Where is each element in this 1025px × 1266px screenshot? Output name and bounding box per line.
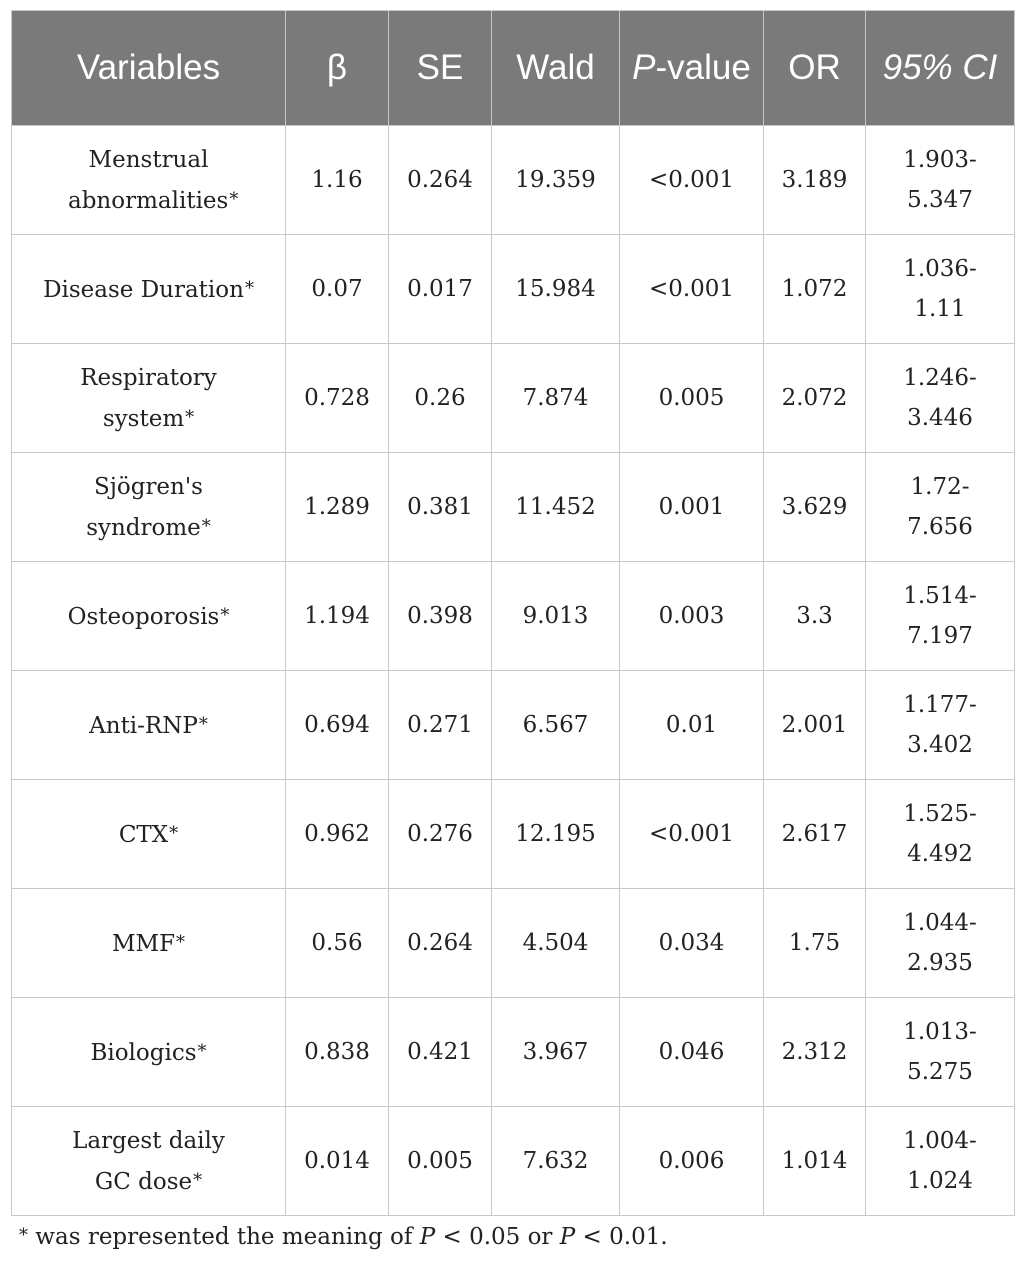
variable-name: Sjögren's syndrome	[86, 473, 203, 541]
cell-or: 3.189	[764, 126, 866, 235]
header-or: OR	[764, 11, 866, 126]
cell-ci	[866, 126, 1015, 235]
ci-upper: 5.347	[907, 187, 973, 213]
significance-star: *	[229, 188, 239, 210]
cell-se: 0.264	[389, 126, 492, 235]
table-footnote	[18, 1224, 1008, 1250]
cell-ci	[866, 235, 1015, 344]
variable-name: Disease Duration	[43, 276, 244, 303]
cell-variable	[12, 344, 286, 453]
variable-name: MMF	[111, 930, 176, 957]
cell-p: 0.006	[620, 1107, 764, 1216]
ci-lower: 1.514-	[903, 583, 977, 609]
cell-wald: 19.359	[492, 126, 620, 235]
cell-beta: 0.838	[286, 998, 389, 1107]
ci-lower: 1.177-	[903, 692, 977, 718]
header-wald: Wald	[492, 11, 620, 126]
ci-lower: 1.013-	[903, 1019, 977, 1045]
cell-beta: 0.014	[286, 1107, 389, 1216]
variable-name: Anti-RNP	[89, 712, 198, 739]
ci-lower: 1.036-	[903, 256, 977, 282]
significance-star: *	[220, 604, 230, 626]
cell-or: 1.072	[764, 235, 866, 344]
cell-wald: 7.632	[492, 1107, 620, 1216]
cell-wald: 12.195	[492, 780, 620, 889]
footnote-star: *	[19, 1225, 28, 1246]
cell-p: <0.001	[620, 126, 764, 235]
ci-lower: 1.903-	[903, 147, 977, 173]
cell-beta: 1.16	[286, 126, 389, 235]
table-header	[12, 11, 1015, 126]
cell-wald: 4.504	[492, 889, 620, 998]
cell-p: 0.034	[620, 889, 764, 998]
cell-p: <0.001	[620, 780, 764, 889]
variable-name: Biologics	[90, 1039, 197, 1066]
cell-se: 0.398	[389, 562, 492, 671]
cell-se: 0.271	[389, 671, 492, 780]
table-body	[12, 126, 1015, 1216]
variable-name: Osteoporosis	[67, 603, 220, 630]
header-se: SE	[389, 11, 492, 126]
table-row	[12, 671, 1015, 780]
table-row	[12, 344, 1015, 453]
significance-star: *	[244, 277, 254, 299]
header-p-rest: -value	[655, 48, 751, 87]
results-table-container	[11, 10, 1014, 1216]
ci-upper: 5.275	[907, 1059, 973, 1085]
cell-p: 0.001	[620, 453, 764, 562]
significance-star: *	[197, 1040, 207, 1062]
header-p-letter: P	[632, 48, 656, 87]
cell-ci	[866, 344, 1015, 453]
cell-variable	[12, 780, 286, 889]
ci-upper: 3.446	[907, 405, 973, 431]
cell-variable	[12, 1107, 286, 1216]
logistic-regression-table	[11, 10, 1015, 1216]
cell-p: 0.01	[620, 671, 764, 780]
table-row	[12, 126, 1015, 235]
ci-upper: 1.024	[907, 1168, 973, 1194]
cell-p: 0.005	[620, 344, 764, 453]
significance-star: *	[193, 1169, 203, 1191]
cell-variable	[12, 562, 286, 671]
cell-ci	[866, 889, 1015, 998]
significance-star: *	[185, 406, 195, 428]
variable-name: Largest daily GC dose	[72, 1127, 225, 1195]
cell-beta: 1.194	[286, 562, 389, 671]
ci-lower: 1.044-	[903, 910, 977, 936]
cell-wald: 15.984	[492, 235, 620, 344]
footnote-p1: P	[419, 1224, 436, 1250]
significance-star: *	[169, 822, 179, 844]
ci-upper: 7.656	[907, 514, 973, 540]
header-ci: 95% CI	[866, 11, 1015, 126]
ci-lower: 1.004-	[903, 1128, 977, 1154]
variable-name: Respiratory system	[80, 364, 217, 432]
table-row	[12, 889, 1015, 998]
table-row	[12, 780, 1015, 889]
ci-lower: 1.246-	[903, 365, 977, 391]
cell-variable	[12, 453, 286, 562]
cell-or: 2.001	[764, 671, 866, 780]
cell-or: 1.014	[764, 1107, 866, 1216]
significance-star: *	[201, 515, 211, 537]
footnote-text-b: < 0.05 or	[435, 1224, 560, 1250]
cell-or: 2.072	[764, 344, 866, 453]
cell-wald: 11.452	[492, 453, 620, 562]
ci-upper: 2.935	[907, 950, 973, 976]
cell-beta: 0.962	[286, 780, 389, 889]
cell-or: 3.3	[764, 562, 866, 671]
cell-se: 0.276	[389, 780, 492, 889]
cell-ci	[866, 562, 1015, 671]
cell-p: 0.046	[620, 998, 764, 1107]
cell-variable	[12, 671, 286, 780]
variable-name: CTX	[118, 821, 169, 848]
variable-name: Menstrual abnormalities	[68, 146, 229, 214]
ci-lower: 1.72-	[910, 474, 970, 500]
cell-beta: 0.728	[286, 344, 389, 453]
cell-or: 1.75	[764, 889, 866, 998]
table-row	[12, 562, 1015, 671]
cell-variable	[12, 998, 286, 1107]
cell-beta: 0.56	[286, 889, 389, 998]
cell-wald: 3.967	[492, 998, 620, 1107]
cell-se: 0.421	[389, 998, 492, 1107]
cell-se: 0.264	[389, 889, 492, 998]
ci-lower: 1.525-	[903, 801, 977, 827]
table-row	[12, 235, 1015, 344]
cell-se: 0.005	[389, 1107, 492, 1216]
ci-upper: 3.402	[907, 732, 973, 758]
cell-variable	[12, 126, 286, 235]
cell-wald: 7.874	[492, 344, 620, 453]
significance-star: *	[176, 931, 186, 953]
footnote-p2: P	[559, 1224, 576, 1250]
header-p-value	[620, 11, 764, 126]
ci-upper: 7.197	[907, 623, 973, 649]
cell-ci	[866, 780, 1015, 889]
header-variables: Variables	[12, 11, 286, 126]
cell-se: 0.017	[389, 235, 492, 344]
header-beta: β	[286, 11, 389, 126]
table-row	[12, 1107, 1015, 1216]
cell-ci	[866, 998, 1015, 1107]
footnote-text-c: < 0.01.	[575, 1224, 668, 1250]
ci-upper: 4.492	[907, 841, 973, 867]
cell-variable	[12, 235, 286, 344]
cell-or: 2.617	[764, 780, 866, 889]
cell-wald: 6.567	[492, 671, 620, 780]
significance-star: *	[198, 713, 208, 735]
footnote-text-a: was represented the meaning of	[28, 1224, 420, 1250]
cell-ci	[866, 1107, 1015, 1216]
cell-ci	[866, 671, 1015, 780]
cell-beta: 0.694	[286, 671, 389, 780]
cell-p: 0.003	[620, 562, 764, 671]
cell-se: 0.381	[389, 453, 492, 562]
header-row	[12, 11, 1015, 126]
cell-ci	[866, 453, 1015, 562]
cell-or: 2.312	[764, 998, 866, 1107]
cell-or: 3.629	[764, 453, 866, 562]
ci-upper: 1.11	[914, 296, 966, 322]
cell-beta: 0.07	[286, 235, 389, 344]
cell-wald: 9.013	[492, 562, 620, 671]
cell-p: <0.001	[620, 235, 764, 344]
cell-variable	[12, 889, 286, 998]
cell-beta: 1.289	[286, 453, 389, 562]
table-row	[12, 453, 1015, 562]
table-row	[12, 998, 1015, 1107]
cell-se: 0.26	[389, 344, 492, 453]
